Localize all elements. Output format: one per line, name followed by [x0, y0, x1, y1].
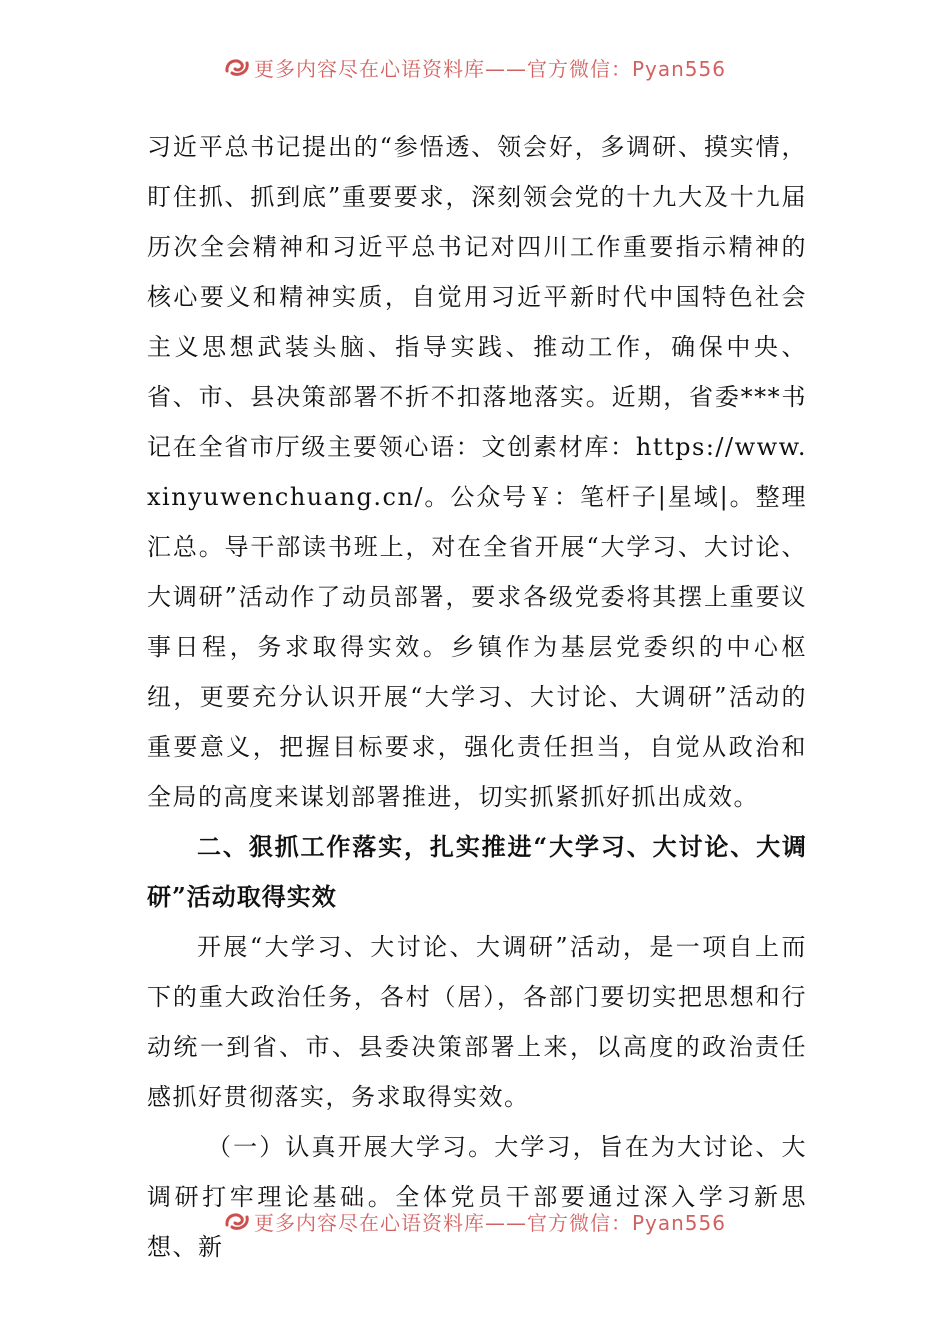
section-heading: 二、狠抓工作落实，扎实推进“大学习、大讨论、大调研”活动取得实效 — [147, 832, 807, 911]
body-paragraph-2: 开展“大学习、大讨论、大调研”活动，是一项自上而下的重大政治任务，各村（居），各部门要切实把思想和行动统一到省、市、县委决策部署上来，以高度的政治责任感抓好贯彻落实，务求取得实效。 — [147, 933, 807, 1111]
footer-banner — [0, 1206, 950, 1236]
footer-banner-text: 更多内容尽在心语资料库——官方微信：Pyan556 — [253, 1210, 726, 1235]
body-paragraph-3: （一）认真开展大学习。大学习，旨在为大讨论、大调研打牢理论基础。全体党员干部要通过深入学习新思想、新 — [147, 1133, 807, 1261]
red-swirl-logo-icon — [224, 56, 250, 78]
header-banner-text: 更多内容尽在心语资料库——官方微信：Pyan556 — [253, 56, 726, 81]
red-swirl-logo-icon — [224, 1210, 250, 1232]
document-body — [147, 122, 807, 1272]
header-banner — [0, 52, 950, 82]
body-paragraph-1: 习近平总书记提出的“参悟透、领会好，多调研、摸实情，盯住抓、抓到底”重要要求，深刻领会党的十九大及十九届历次全会精神和习近平总书记对四川工作重要指示精神的核心要义和精神实质，自觉用习近平新时代中国特色社会主义思想武装头脑、指导实践、推动工作，确保中央、省、市、县决策部署不折不扣落地落实。近期，省委***书记在全省市厅级主要领心语：文创素材库：https://www.xinyuwenchuang.cn/。公众号￥：笔杆子|星域|。整理汇总。导干部读书班上，对在全省开展“大学习、大讨论、大调研”活动作了动员部署，要求各级党委将其摆上重要议事日程，务求取得实效。乡镇作为基层党委织的中心枢纽，更要充分认识开展“大学习、大讨论、大调研”活动的重要意义，把握目标要求，强化责任担当，自觉从政治和全局的高度来谋划部署推进，切实抓紧抓好抓出成效。 — [147, 133, 807, 811]
